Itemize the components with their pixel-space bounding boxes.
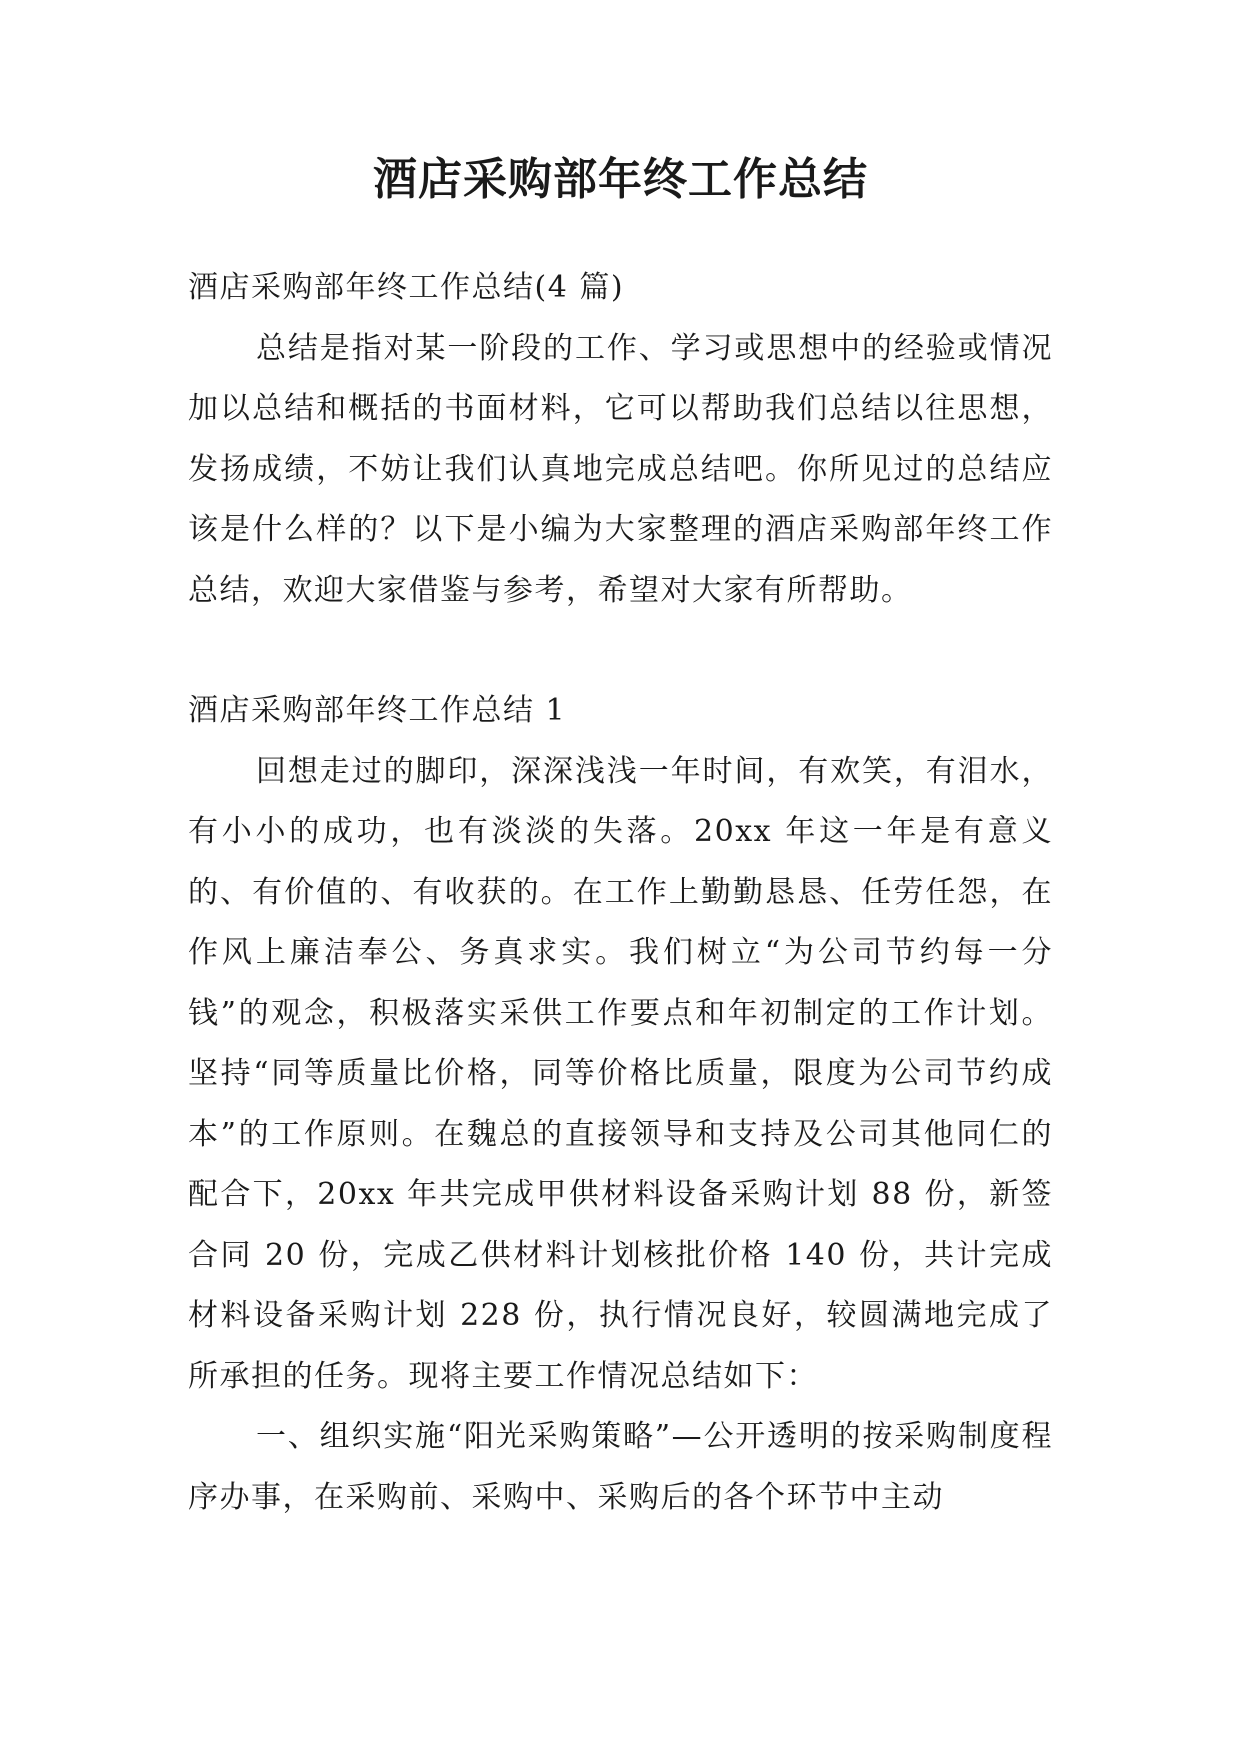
intro-paragraph: 总结是指对某一阶段的工作、学习或思想中的经验或情况加以总结和概括的书面材料，它可以帮助我们总结以往思想，发扬成绩，不妨让我们认真地完成总结吧。你所见过的总结应该是什么样的？以下是小编为大家整理的酒店采购部年终工作总结，欢迎大家借鉴与参考，希望对大家有所帮助。	[188, 330, 1053, 608]
section-heading: 酒店采购部年终工作总结 1	[188, 693, 567, 728]
document-title: 酒店采购部年终工作总结	[373, 154, 868, 205]
intro-heading: 酒店采购部年终工作总结(4 篇)	[188, 270, 625, 305]
section-spacer	[188, 621, 1053, 681]
body-paragraph: 一、组织实施“阳光采购策略”—公开透明的按采购制度程序办事，在采购前、采购中、采购后的各个环节中主动	[188, 1419, 1053, 1515]
document-body	[188, 258, 1053, 1528]
body-paragraph: 回想走过的脚印，深深浅浅一年时间，有欢笑，有泪水，有小小的成功，也有淡淡的失落。20xx 年这一年是有意义的、有价值的、有收获的。在工作上勤勤恳恳、任劳任怨，在作风上廉洁奉公、务真求实。我们树立“为公司节约每一分钱”的观念，积极落实采供工作要点和年初制定的工作计划。坚持“同等质量比价格，同等价格比质量，限度为公司节约成本”的工作原则。在魏总的直接领导和支持及公司其他同仁的配合下，20xx 年共完成甲供材料设备采购计划 88 份，新签合同 20 份，完成乙供材料计划核批价格 140 份，共计完成材料设备采购计划 228 份，执行情况良好，较圆满地完成了所承担的任务。现将主要工作情况总结如下：	[188, 753, 1053, 1394]
